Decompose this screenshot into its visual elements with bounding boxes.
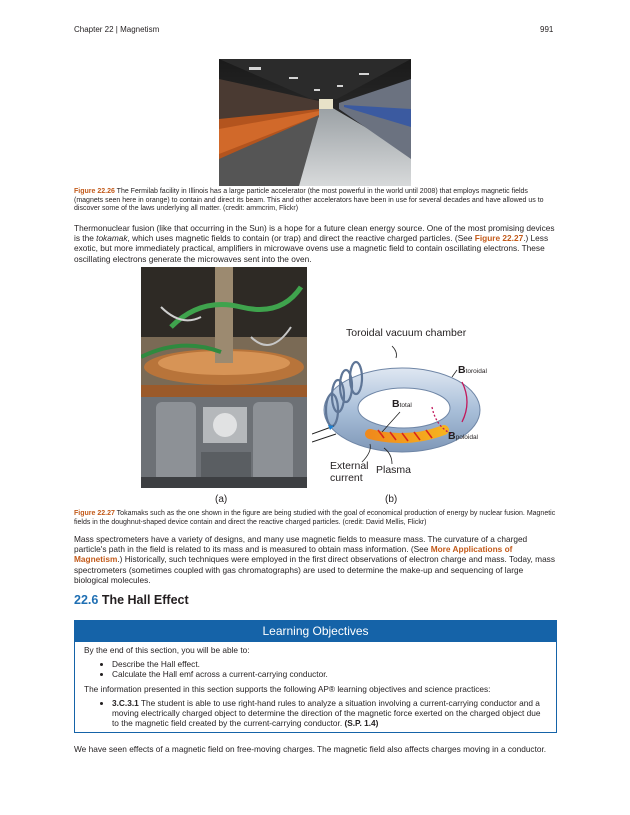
paragraph-fusion-text-3: .) Less exotic, but more immediately practical, amplifiers in microwave ovens use a magnetic field to contain oscillating electrons. These oscillating electrons generate the microwaves sent into the oven. [74, 233, 549, 264]
more-applications-link[interactable]: More Applications of Magnetism [74, 544, 513, 565]
b-total-label [392, 398, 412, 410]
tokamak-term: tokamak [96, 233, 128, 244]
section-title: The Hall Effect [101, 593, 189, 607]
toroidal-chamber-label: Toroidal vacuum chamber [346, 327, 467, 339]
figure-22-27-link[interactable]: Figure 22.27 [474, 233, 524, 244]
b-poloidal-main: B [448, 430, 456, 442]
paragraph-fusion-text-1: Thermonuclear fusion (like that occurring in the Sun) is a hope for a future clean energy source. One of the most promising devices is the [74, 223, 555, 244]
b-poloidal-label [448, 430, 478, 442]
tokamak-photo [141, 267, 307, 488]
figure-22-27-label: Figure 22.27 [74, 510, 115, 517]
learning-objectives-box [74, 620, 557, 733]
section-number: 22.6 [74, 593, 99, 607]
learning-objectives-heading: Learning Objectives [75, 621, 556, 642]
objectives-intro: By the end of this section, you will be able to: [84, 645, 250, 655]
objective-item: • Calculate the Hall emf across a current-carrying conductor. [112, 669, 547, 679]
figure-22-26-caption [74, 188, 556, 214]
ap-objectives-intro: The information presented in this section supports the following AP® learning objectives and science practices: [84, 683, 491, 694]
b-toroidal-sub: toroidal [465, 368, 487, 375]
b-toroidal-label [458, 364, 487, 376]
external-current-label [330, 460, 369, 484]
paragraph-mass-text-1: Mass spectrometers have a variety of designs, and many use magnetic fields to measure mass. The curvature of a charged particle's path in the field is related to its mass and is measured to obtain mass information. (See [74, 534, 528, 555]
paragraph-fusion [74, 223, 560, 264]
plasma-label: Plasma [376, 464, 412, 476]
ap-objective-code: 3.C.3.1 [112, 697, 139, 708]
figure-22-26-label: Figure 22.26 [74, 188, 115, 195]
b-poloidal-sub: poloidal [455, 434, 479, 441]
fermilab-accelerator-photo [219, 59, 411, 186]
paragraph-mass-text-2: .) Historically, such techniques were employed in the first direct observations of electron charge and mass. Today, mass spectrometers (sometimes coupled with gas chromatographs) are used to determine the make-up and sequencing of large biological molecules. [74, 554, 555, 585]
ap-objective-item [112, 698, 547, 729]
external-current-line-2: current [330, 472, 363, 484]
subfigure-a-label: (a) [215, 494, 228, 505]
objectives-list [84, 659, 547, 679]
running-header-chapter: Chapter 22 | Magnetism [74, 25, 160, 34]
paragraph-hall-intro: We have seen effects of a magnetic field on free-moving charges. The magnetic field also affects charges moving in a conductor. [74, 744, 547, 754]
figure-22-27-caption-text: Tokamaks such as the one shown in the figure are being studied with the goal of economical production of energy by nuclear fusion. Magnetic fields in the doughnut-shaped device contain and direct the reactive charged particles. (credit: David Mellis, Flickr) [74, 510, 556, 526]
external-current-line-1: External [330, 460, 369, 472]
figure-22-27-caption [74, 510, 556, 527]
paragraph-fusion-text-2: , which uses magnetic fields to contain (or trap) and direct the reactive charged particles. (See [127, 233, 475, 244]
ap-objectives-list [84, 698, 547, 729]
b-total-sub: total [399, 402, 412, 409]
figure-22-26-caption-text: The Fermilab facility in Illinois has a large particle accelerator (the most powerful in the world until 2008) that employs magnetic fields (magnets seen here in orange) to contain and direct its beam. This and other accelerators have been in use for several decades and have allowed us to discover some of the laws underlying all matter. (credit: ammcrim, Flickr) [74, 188, 544, 213]
subfigure-b-label: (b) [385, 494, 398, 505]
ap-objective-text: The student is able to use right-hand rules to analyze a situation involving a current-carrying conductor and a moving electrically charged object to determine the direction of the magnetic force exerted on the charged object due to the magnetic field created by the current-carrying conductor. [112, 697, 541, 729]
b-toroidal-main: B [458, 364, 466, 376]
page-number: 991 [540, 25, 554, 34]
b-total-main: B [392, 398, 400, 410]
objective-item: • Describe the Hall effect. [112, 659, 547, 669]
ap-science-practice: (S.P. 1.4) [344, 718, 379, 729]
section-heading [74, 593, 189, 607]
paragraph-mass-spectrometers [74, 534, 560, 585]
